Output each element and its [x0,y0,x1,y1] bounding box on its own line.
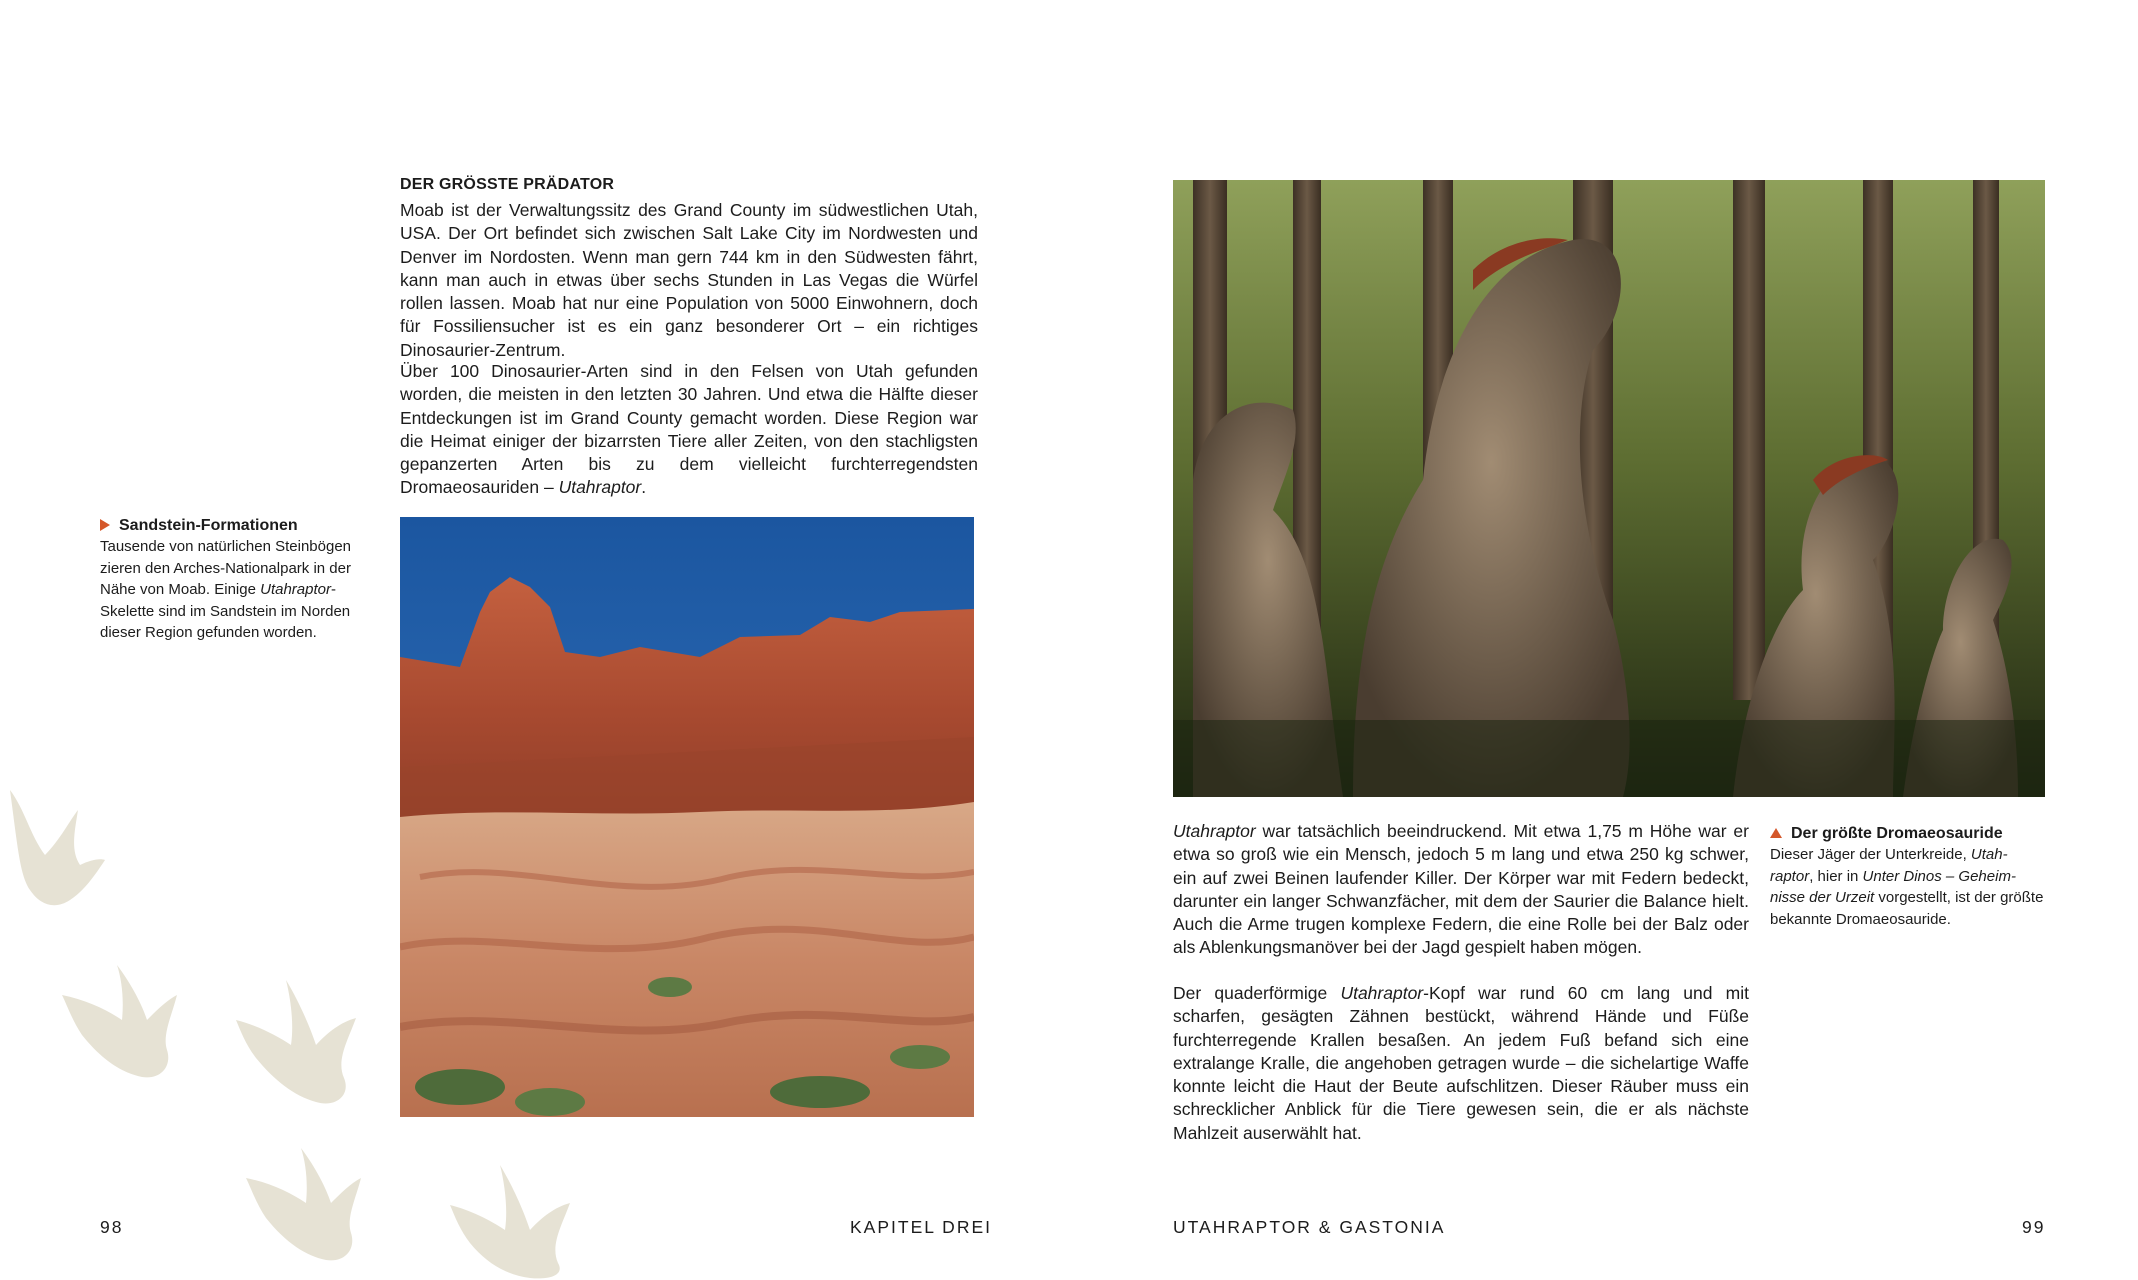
caption-text-2: , hier in [1809,867,1863,885]
running-head-left: KAPITEL DREI [850,1217,992,1237]
caption-species: Utahraptor [1770,846,2008,885]
sandstone-photo [400,517,974,1117]
species-name: Utahraptor [1173,821,1256,841]
caption-title: Sandstein-Formationen [119,517,298,534]
caption-title: Der größte Dromaeosauride [1791,825,2003,842]
paragraph-text: -Kopf war rund 60 cm lang und mit scharfen, gesägten Zähnen bestückt, während Hände und Füße furchterregende Krallen besaßen. An jedem Fuß befand sich eine extralange Kralle, die angehoben getragen wurde – die sichelartige Waffe konnte leicht die Haut der Beute aufschlitzen. Dieser Räuber muss ein schrecklicher Anblick für die Tiere gewesen sein, die er als nächste Mahlzeit auserwählt hat. [1173,983,1749,1143]
caption-species: Utahraptor [260,581,331,598]
paragraph-end: . [641,477,647,498]
footprint-decoration-3 [236,980,366,1110]
photo-caption-sandstone [100,515,368,644]
section-heading: DER GRÖSSTE PRÄDATOR [400,176,615,193]
species-name: Utahraptor [1340,983,1424,1003]
caption-film-title: Unter Dinos – Geheimnisse der Urzeit [1770,867,2016,906]
footprint-decoration-1 [0,780,110,920]
body-paragraph-1: Moab ist der Verwaltungssitz des Grand County im südwestlichen Utah, USA. Der Ort befindet sich zwischen Salt Lake City im Nordwesten und Denver im Nordosten. Wenn man gern 744 km in den Südwesten fährt, kann man auch in etwas über sechs Stunden in Las Vegas die Würfel rollen lassen. Moab hat nur eine Population von 5000 Einwohnern, doch für Fossiliensucher ist es ein ganz besonderer Ort – ein richtiges Dinosaurier-Zentrum. [400,200,978,360]
caption-text: Tausende von natürlichen Steinbögen zieren den Arches-Nationalpark in der Nähe von Moab. Einige [100,538,352,598]
paragraph-start: Der quaderförmige [1173,983,1341,1003]
body-paragraph-3 [1173,820,1749,960]
page-number-left: 98 [100,1217,124,1237]
paragraph-text: Über 100 Dinosaurier-Arten sind in den Felsen von Utah gefunden worden, die meisten in den letzten 30 Jahren. Und etwa die Hälfte dieser Entdeckungen ist im Grand County gemacht worden. Diese Region war die Heimat einiger der bizarrsten Tiere aller Zeiten, von den stachligsten gepanzerten Arten bis zu dem vielleicht furchterregendsten Dromaeosauriden – [400,361,978,498]
caption-text-end: -Skelette sind im Sandstein im Norden dieser Region gefunden worden. [100,581,351,641]
running-head-right: UTAHRAPTOR & GASTONIA [1173,1217,1446,1237]
species-name: Utahraptor [558,477,642,498]
utahraptor-photo [1173,180,2045,797]
caption-text: Dieser Jäger der Unterkreide, [1770,846,1971,863]
paragraph-text: war tatsächlich beeindruckend. Mit etwa 1,75 m Höhe war er etwa so groß wie ein Mensch, jedoch 5 m lang und etwa 250 kg schwer, ein auf zwei Beinen laufender Killer. Der Körper war mit Federn bedeckt, darunter ein langer Schwanzfächer, mit dem der Saurier die Balance hielt. Auch die Arme trugen komplexe Federn, die eine Rolle bei der Balz oder als Ablenkungsmanöver bei der Jagd gespielt haben mögen. [1173,821,1749,958]
caption-arrow-icon [1770,828,1782,838]
footprint-decoration-2 [62,965,192,1085]
caption-text-end: vorgestellt, ist der größte bekannte Dromaeosauride. [1770,889,2044,928]
body-paragraph-2 [400,360,978,500]
body-paragraph-4 [1173,982,1749,1145]
footprint-decoration-5 [450,1165,580,1280]
photo-caption-dromaeosaurid [1770,823,2044,930]
footprint-decoration-4 [246,1148,376,1268]
caption-arrow-icon [100,519,110,531]
page-number-right: 99 [2022,1217,2046,1237]
